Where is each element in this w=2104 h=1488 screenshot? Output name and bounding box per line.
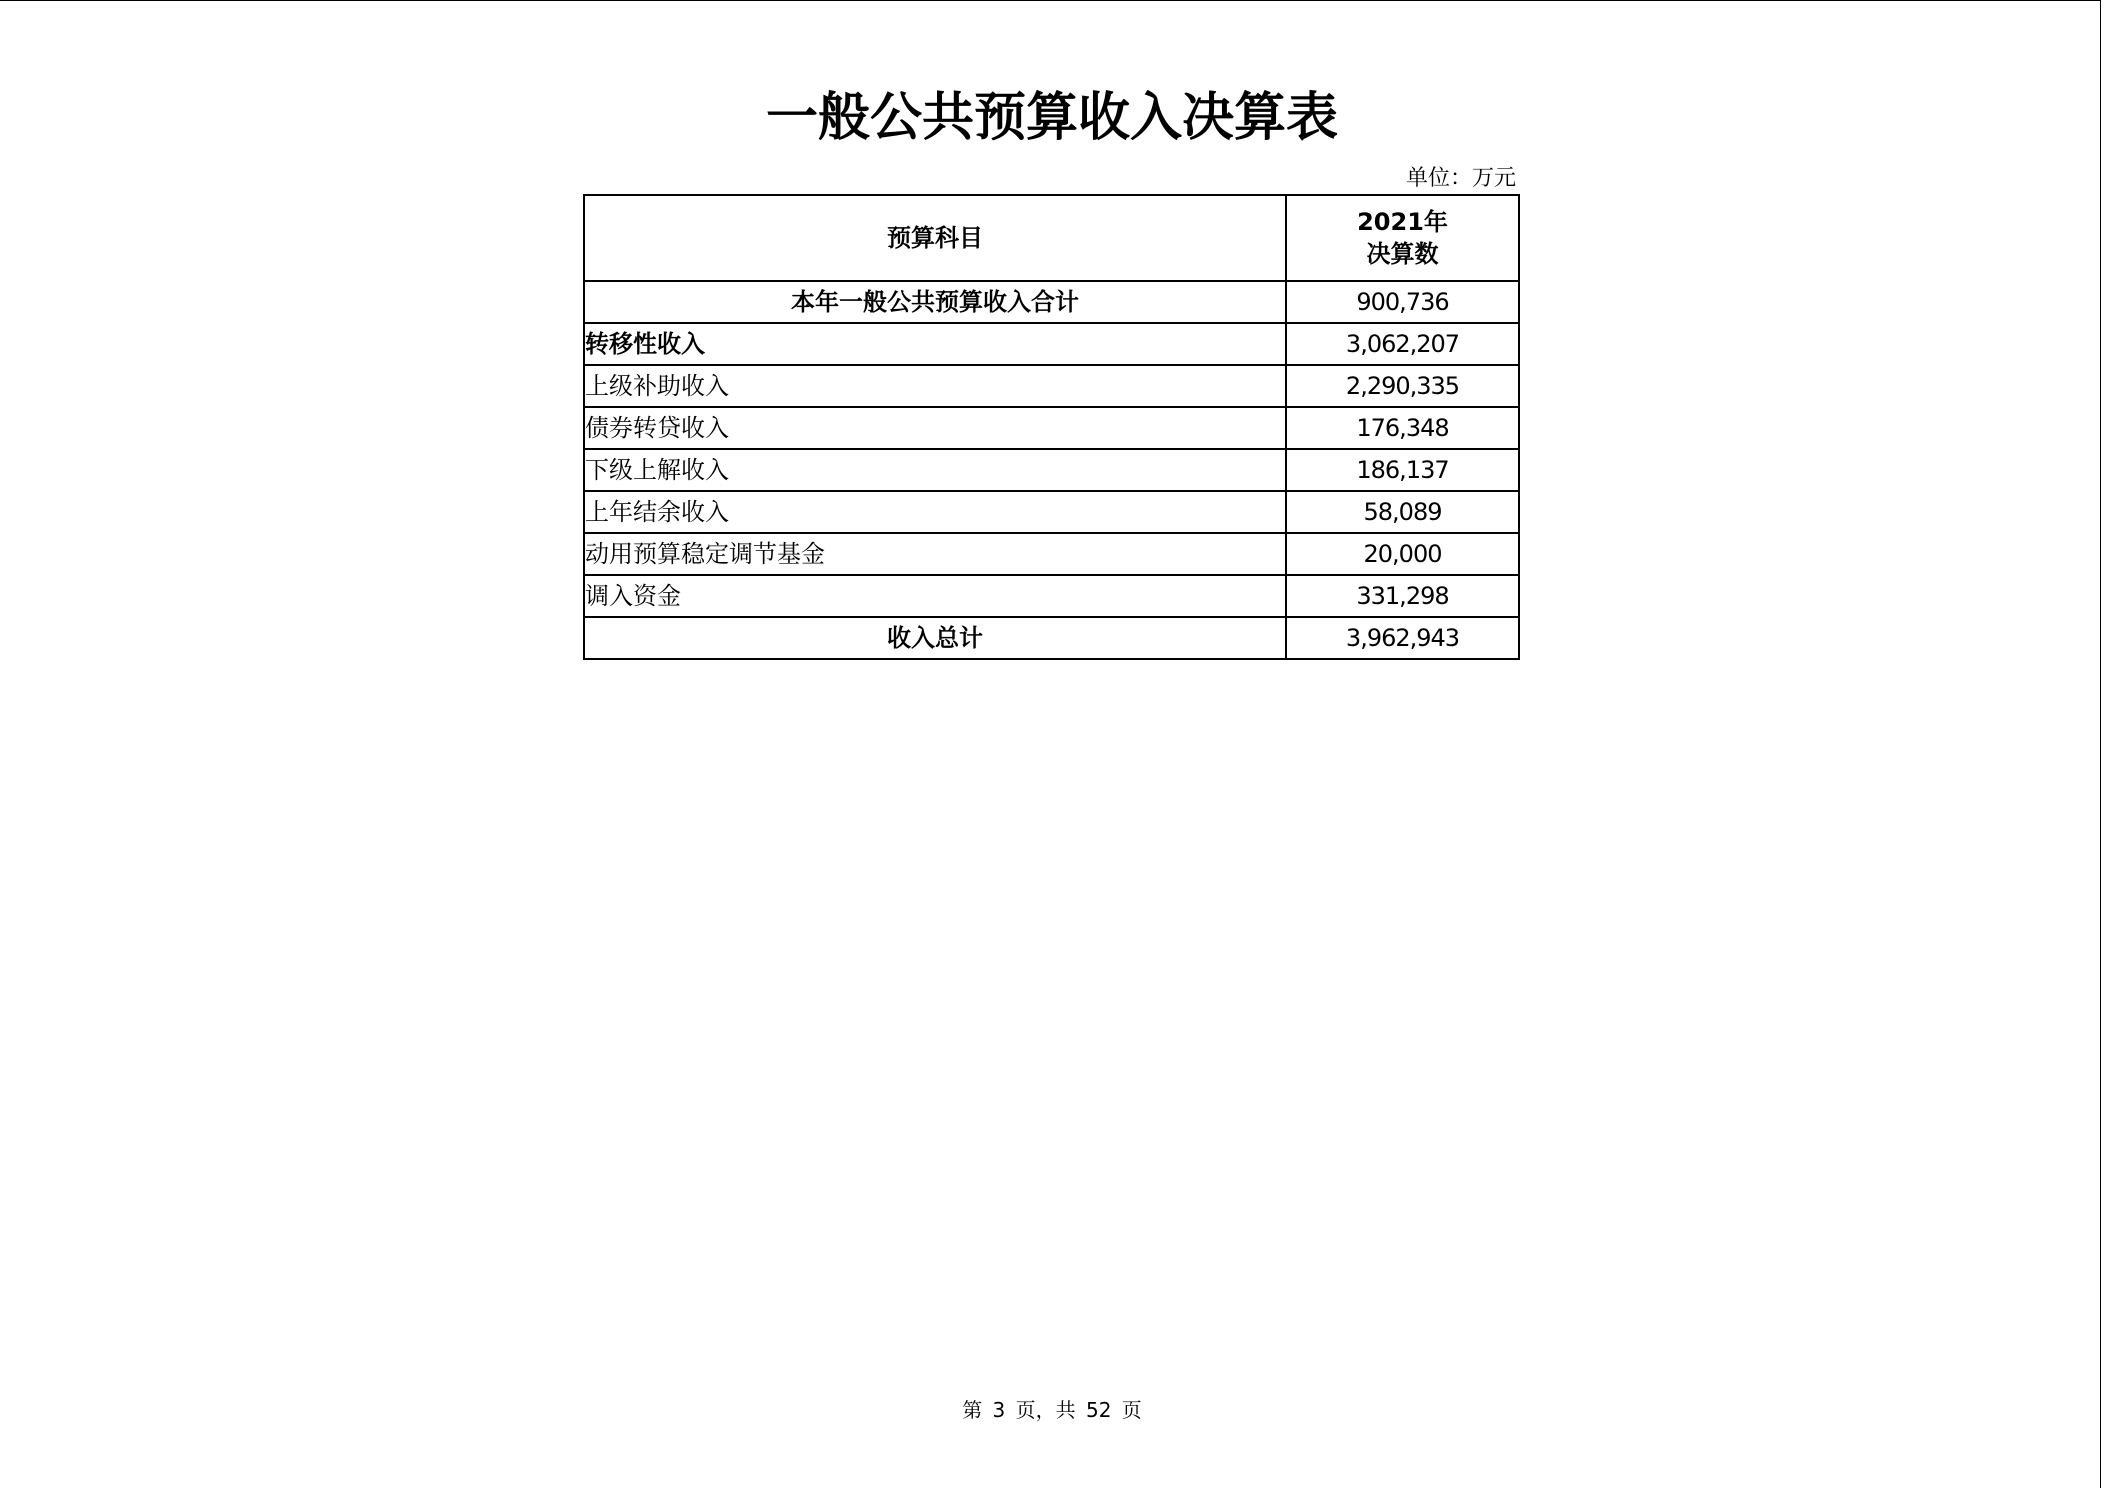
row-value: 3,062,207: [1286, 323, 1519, 365]
header-budget-item: 预算科目: [584, 195, 1286, 281]
table-row: [584, 407, 1519, 449]
table-row: [584, 449, 1519, 491]
header-final-label: 决算数: [1366, 240, 1439, 268]
unit-label: 单位：万元: [1405, 166, 1516, 191]
table-row: [584, 575, 1519, 617]
header-year: 2021年: [1357, 208, 1448, 236]
row-name: 动用预算稳定调节基金: [584, 533, 1286, 575]
page-number-footer: 第 3 页，共 52 页: [962, 1398, 1142, 1422]
row-value: 58,089: [1286, 491, 1519, 533]
table-row: [584, 323, 1519, 365]
row-name: 债券转贷收入: [584, 407, 1286, 449]
row-name: 收入总计: [584, 617, 1286, 659]
row-name: 转移性收入: [584, 323, 1286, 365]
row-value: 186,137: [1286, 449, 1519, 491]
page-title: 一般公共预算收入决算表: [765, 88, 1338, 148]
row-name: 调入资金: [584, 575, 1286, 617]
table-header-row: [584, 195, 1519, 281]
row-value: 3,962,943: [1286, 617, 1519, 659]
row-value: 176,348: [1286, 407, 1519, 449]
row-value: 331,298: [1286, 575, 1519, 617]
table-row-total: [584, 617, 1519, 659]
header-final-value: [1286, 195, 1519, 281]
table-row: [584, 281, 1519, 323]
row-value: 2,290,335: [1286, 365, 1519, 407]
row-value: 20,000: [1286, 533, 1519, 575]
row-name: 上级补助收入: [584, 365, 1286, 407]
row-name: 上年结余收入: [584, 491, 1286, 533]
row-name: 本年一般公共预算收入合计: [584, 281, 1286, 323]
row-name: 下级上解收入: [584, 449, 1286, 491]
row-value: 900,736: [1286, 281, 1519, 323]
table-row: [584, 533, 1519, 575]
table-row: [584, 365, 1519, 407]
budget-table: [583, 194, 1520, 660]
table-row: [584, 491, 1519, 533]
